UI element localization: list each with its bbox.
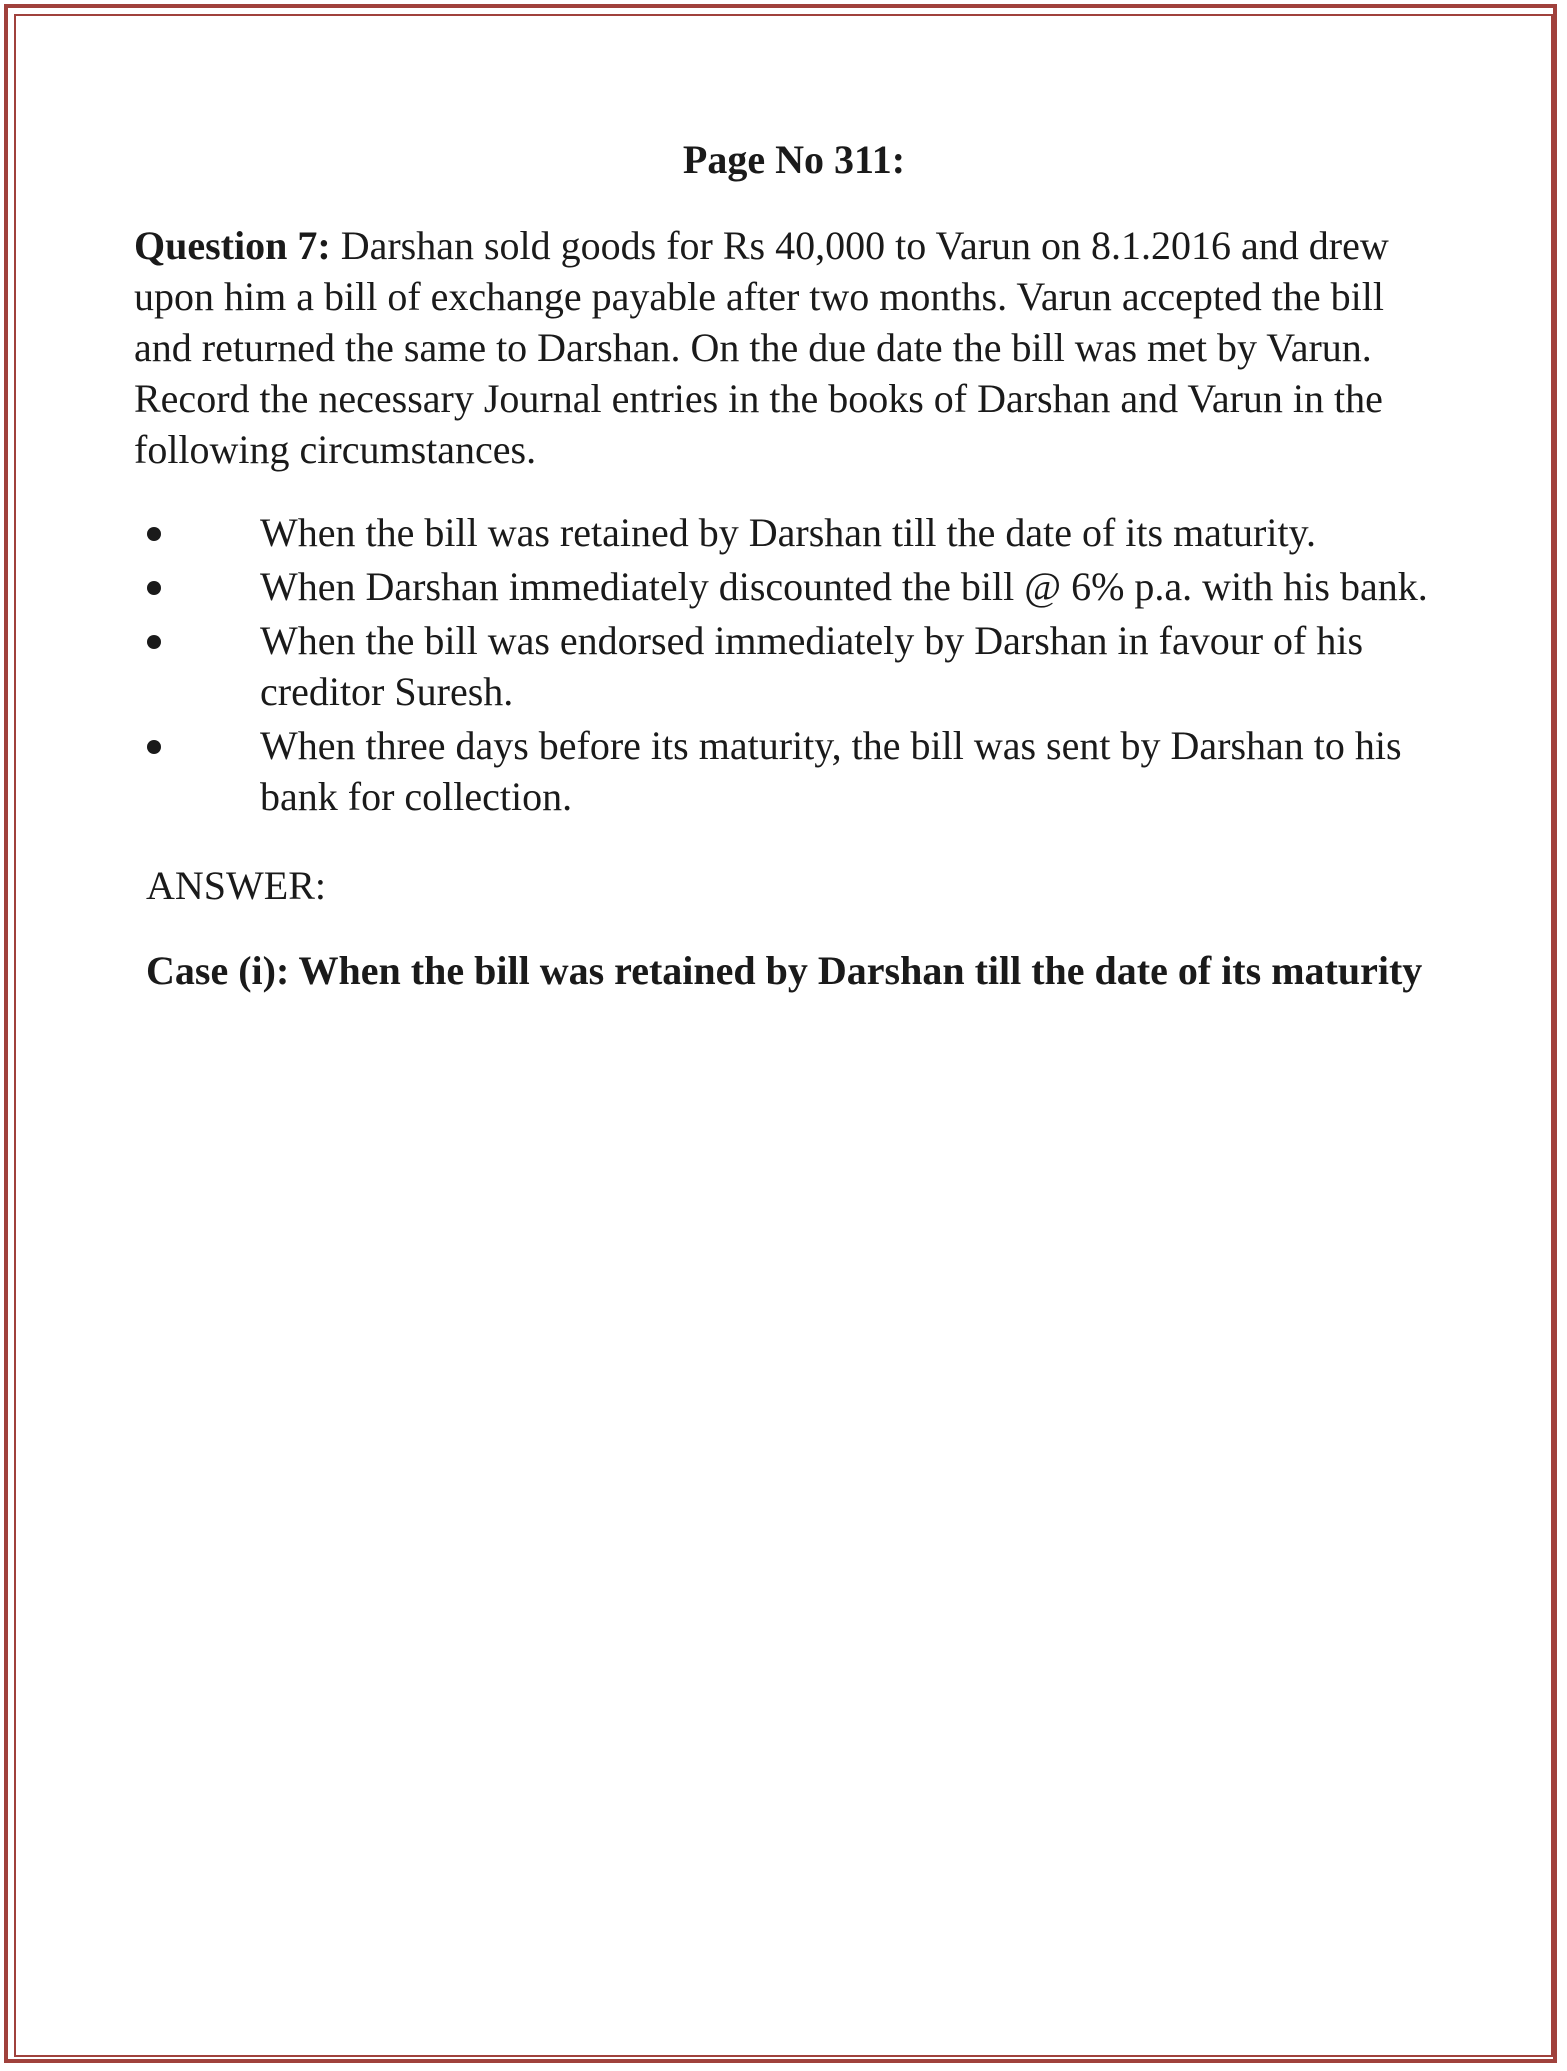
list-item (134, 561, 1434, 612)
case-heading: Case (i): When the bill was retained by Darshan till the date of its maturity (146, 948, 1423, 993)
list-item (134, 720, 1434, 822)
list-item (134, 615, 1434, 717)
bullet-icon (147, 740, 161, 754)
page-title: Page No 311: (682, 137, 906, 182)
list-item-text: When the bill was retained by Darshan till the date of its maturity. (260, 510, 1316, 555)
list-item-text: When three days before its maturity, the bill was sent by Darshan to his bank for collection. (260, 723, 1402, 819)
circumstances-list (134, 507, 1434, 822)
bullet-icon (147, 581, 161, 595)
question-label: Question 7: (134, 223, 331, 268)
list-item (134, 507, 1434, 558)
bullet-icon (147, 527, 161, 541)
answer-label: ANSWER: (146, 863, 326, 908)
question-paragraph (134, 220, 1434, 475)
question-text: Darshan sold goods for Rs 40,000 to Varun on 8.1.2016 and drew upon him a bill of exchange payable after two months. Varun accepted the bill and returned the same to Darshan. On the due date the bill was met by Varun. Record the necessary Journal entries in the books of Darshan and Varun in the following circumstances. (134, 223, 1389, 472)
list-item-text: When the bill was endorsed immediately by Darshan in favour of his creditor Suresh. (260, 618, 1364, 714)
document-content (134, 130, 1434, 996)
bullet-icon (147, 635, 161, 649)
list-item-text: When Darshan immediately discounted the bill @ 6% p.a. with his bank. (260, 564, 1428, 609)
